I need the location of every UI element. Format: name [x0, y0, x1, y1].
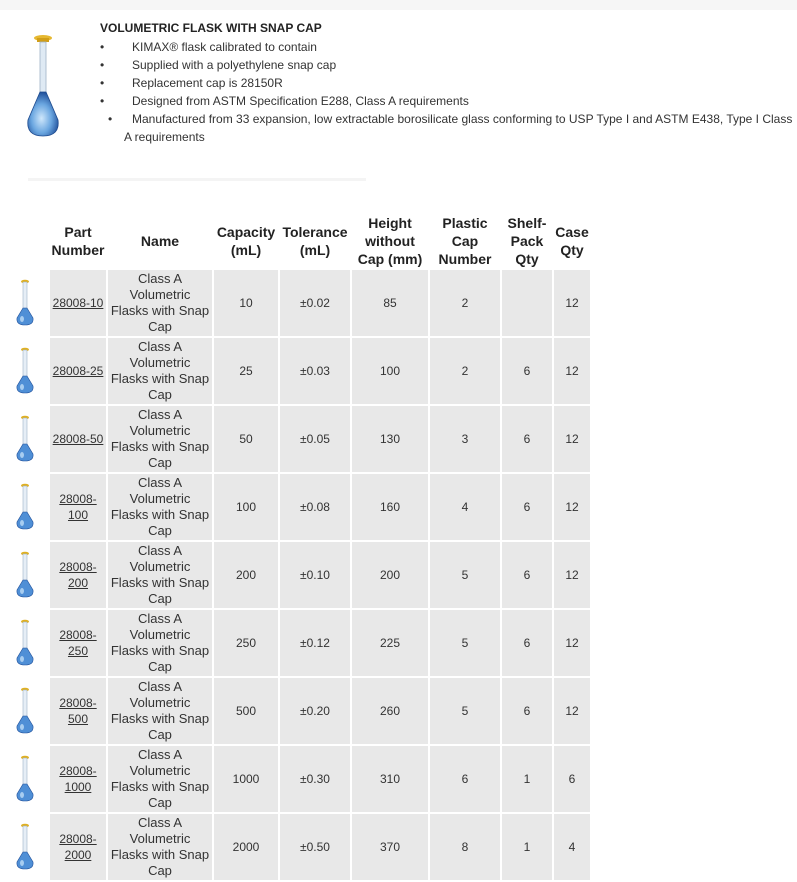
- flask-icon: [15, 551, 35, 599]
- part-number-link[interactable]: 28008-25: [52, 364, 104, 378]
- part-number-cell: [50, 338, 106, 404]
- shelf-pack-cell: 6: [502, 542, 552, 608]
- flask-thumbnail[interactable]: [2, 474, 48, 540]
- name-cell: Class A Volumetric Flasks with Snap Cap: [108, 406, 212, 472]
- part-number-link[interactable]: 28008-50: [52, 432, 104, 446]
- name-cell: Class A Volumetric Flasks with Snap Cap: [108, 814, 212, 880]
- height-cell: 225: [352, 610, 428, 676]
- part-number-link[interactable]: 28008-10: [52, 296, 104, 310]
- height-cell: 100: [352, 338, 428, 404]
- flask-thumbnail[interactable]: [2, 814, 48, 880]
- flask-thumbnail[interactable]: [2, 678, 48, 744]
- plastic-cap-cell: 2: [430, 338, 500, 404]
- feature-item: • Replacement cap is 28150R: [100, 74, 797, 92]
- height-cell: 130: [352, 406, 428, 472]
- table-row: [2, 270, 590, 336]
- capacity-cell: 25: [214, 338, 278, 404]
- flask-thumbnail[interactable]: [2, 338, 48, 404]
- flask-product-image: [24, 34, 64, 138]
- plastic-cap-cell: 5: [430, 610, 500, 676]
- part-number-link[interactable]: 28008-100: [59, 492, 97, 522]
- shelf-pack-cell: 6: [502, 678, 552, 744]
- flask-icon: [15, 279, 35, 327]
- case-qty-cell: 12: [554, 338, 590, 404]
- capacity-cell: 200: [214, 542, 278, 608]
- capacity-cell: 2000: [214, 814, 278, 880]
- part-number-cell: [50, 610, 106, 676]
- part-number-cell: [50, 474, 106, 540]
- name-cell: Class A Volumetric Flasks with Snap Cap: [108, 270, 212, 336]
- case-qty-cell: 12: [554, 406, 590, 472]
- header-shelf-pack: Shelf-Pack Qty: [502, 213, 552, 268]
- capacity-cell: 10: [214, 270, 278, 336]
- header-plastic-cap: Plastic Cap Number: [430, 213, 500, 268]
- case-qty-cell: 12: [554, 474, 590, 540]
- table-row: [2, 610, 590, 676]
- flask-thumbnail[interactable]: [2, 746, 48, 812]
- part-number-link[interactable]: 28008-2000: [59, 832, 97, 862]
- height-cell: 310: [352, 746, 428, 812]
- table-row: [2, 746, 590, 812]
- product-title: VOLUMETRIC FLASK WITH SNAP CAP: [100, 21, 322, 35]
- height-cell: 200: [352, 542, 428, 608]
- header-height: Height without Cap (mm): [352, 213, 428, 268]
- flask-icon: [15, 347, 35, 395]
- flask-icon: [15, 619, 35, 667]
- feature-item: • Manufactured from 33 expansion, low extractable borosilicate glass conforming to USP Type I and ASTM E438, Type I Class A requirements: [100, 110, 797, 146]
- name-cell: Class A Volumetric Flasks with Snap Cap: [108, 678, 212, 744]
- feature-item: • Designed from ASTM Specification E288, Class A requirements: [100, 92, 797, 110]
- header-name: Name: [108, 213, 212, 268]
- tolerance-cell: ±0.12: [280, 610, 350, 676]
- header-capacity: Capacity (mL): [214, 213, 278, 268]
- table-row: [2, 474, 590, 540]
- flask-thumbnail[interactable]: [2, 542, 48, 608]
- capacity-cell: 500: [214, 678, 278, 744]
- table-row: [2, 338, 590, 404]
- height-cell: 85: [352, 270, 428, 336]
- tolerance-cell: ±0.50: [280, 814, 350, 880]
- table-row: [2, 406, 590, 472]
- table-row: [2, 542, 590, 608]
- capacity-cell: 100: [214, 474, 278, 540]
- height-cell: 160: [352, 474, 428, 540]
- table-row: [2, 814, 590, 880]
- case-qty-cell: 12: [554, 610, 590, 676]
- plastic-cap-cell: 5: [430, 542, 500, 608]
- tolerance-cell: ±0.03: [280, 338, 350, 404]
- name-cell: Class A Volumetric Flasks with Snap Cap: [108, 474, 212, 540]
- case-qty-cell: 4: [554, 814, 590, 880]
- case-qty-cell: 6: [554, 746, 590, 812]
- table-row: [2, 678, 590, 744]
- plastic-cap-cell: 8: [430, 814, 500, 880]
- plastic-cap-cell: 3: [430, 406, 500, 472]
- part-number-cell: [50, 678, 106, 744]
- shelf-pack-cell: 1: [502, 746, 552, 812]
- tolerance-cell: ±0.05: [280, 406, 350, 472]
- plastic-cap-cell: 6: [430, 746, 500, 812]
- shelf-pack-cell: 6: [502, 610, 552, 676]
- height-cell: 370: [352, 814, 428, 880]
- part-number-link[interactable]: 28008-250: [59, 628, 97, 658]
- name-cell: Class A Volumetric Flasks with Snap Cap: [108, 542, 212, 608]
- flask-icon: [15, 483, 35, 531]
- case-qty-cell: 12: [554, 270, 590, 336]
- plastic-cap-cell: 5: [430, 678, 500, 744]
- shelf-pack-cell: 6: [502, 474, 552, 540]
- case-qty-cell: 12: [554, 678, 590, 744]
- header-image: [2, 213, 48, 268]
- plastic-cap-cell: 4: [430, 474, 500, 540]
- shelf-pack-cell: [502, 270, 552, 336]
- tolerance-cell: ±0.20: [280, 678, 350, 744]
- tolerance-cell: ±0.08: [280, 474, 350, 540]
- part-number-cell: [50, 746, 106, 812]
- table-header-row: [2, 213, 590, 268]
- shelf-pack-cell: 1: [502, 814, 552, 880]
- capacity-cell: 1000: [214, 746, 278, 812]
- feature-list: [100, 38, 797, 146]
- header-part-number: Part Number: [50, 213, 106, 268]
- top-bar: [0, 0, 797, 10]
- height-cell: 260: [352, 678, 428, 744]
- flask-thumbnail[interactable]: [2, 406, 48, 472]
- name-cell: Class A Volumetric Flasks with Snap Cap: [108, 746, 212, 812]
- flask-thumbnail[interactable]: [2, 610, 48, 676]
- part-number-link[interactable]: 28008-500: [59, 696, 97, 726]
- shelf-pack-cell: 6: [502, 406, 552, 472]
- part-number-cell: [50, 406, 106, 472]
- part-number-cell: [50, 270, 106, 336]
- flask-icon: [15, 415, 35, 463]
- flask-icon: [15, 687, 35, 735]
- case-qty-cell: 12: [554, 542, 590, 608]
- header-case-qty: Case Qty: [554, 213, 590, 268]
- product-table: [0, 211, 592, 882]
- part-number-cell: [50, 542, 106, 608]
- plastic-cap-cell: 2: [430, 270, 500, 336]
- capacity-cell: 250: [214, 610, 278, 676]
- part-number-link[interactable]: 28008-200: [59, 560, 97, 590]
- tolerance-cell: ±0.10: [280, 542, 350, 608]
- flask-thumbnail[interactable]: [2, 270, 48, 336]
- shelf-pack-cell: 6: [502, 338, 552, 404]
- capacity-cell: 50: [214, 406, 278, 472]
- feature-item: • KIMAX® flask calibrated to contain: [100, 38, 797, 56]
- tolerance-cell: ±0.30: [280, 746, 350, 812]
- name-cell: Class A Volumetric Flasks with Snap Cap: [108, 338, 212, 404]
- part-number-link[interactable]: 28008-1000: [59, 764, 97, 794]
- flask-icon: [15, 823, 35, 871]
- name-cell: Class A Volumetric Flasks with Snap Cap: [108, 610, 212, 676]
- tolerance-cell: ±0.02: [280, 270, 350, 336]
- divider: [28, 178, 366, 181]
- feature-item: • Supplied with a polyethylene snap cap: [100, 56, 797, 74]
- header-tolerance: Tolerance (mL): [280, 213, 350, 268]
- flask-icon: [15, 755, 35, 803]
- part-number-cell: [50, 814, 106, 880]
